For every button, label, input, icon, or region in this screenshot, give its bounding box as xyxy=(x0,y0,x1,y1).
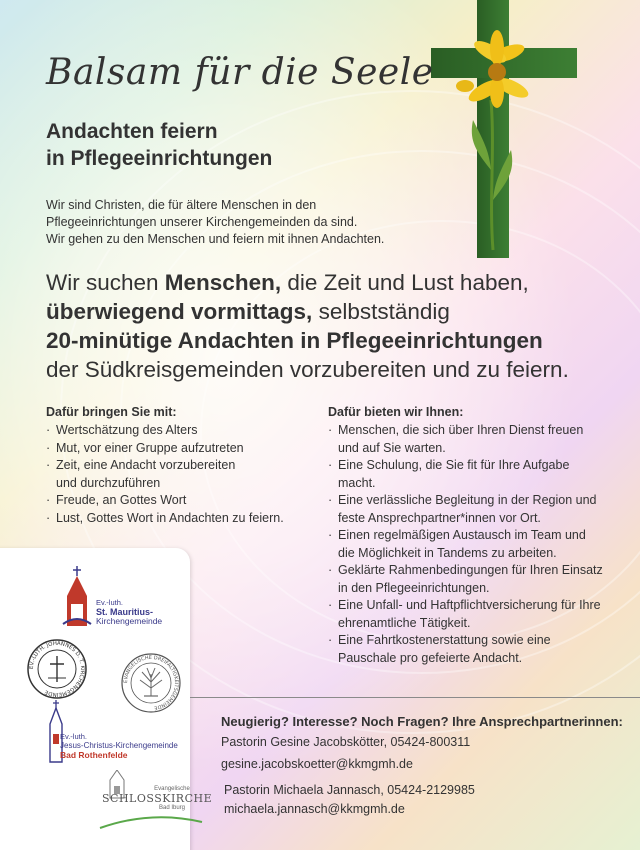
list-item: · Lust, Gottes Wort in Andachten zu feiern. xyxy=(46,510,316,528)
headline-line-1: Wir suchen Menschen, die Zeit und Lust haben, xyxy=(46,270,529,295)
mauritius-church-icon xyxy=(60,566,94,630)
subtitle-line: Andachten feiern xyxy=(46,120,218,143)
contact-person-1: Pastorin Gesine Jacobskötter, 05424-800311 xyxy=(221,735,471,749)
page-title: Balsam für die Seele xyxy=(46,52,434,93)
intro-line: Wir sind Christen, die für ältere Menschen in den xyxy=(46,198,317,212)
headline xyxy=(46,268,606,384)
intro-line: Wir gehen zu den Menschen und feiern mit ihnen Andachten. xyxy=(46,232,385,246)
list-item: · Mut, vor einer Gruppe aufzutreten xyxy=(46,440,316,458)
list-item: · Eine verlässliche Begleitung in der Region und feste Ansprechpartner*innen vor Ort. xyxy=(328,492,608,527)
mauritius-logo-text: Ev.-luth. St. Mauritius- Kirchengemeinde xyxy=(96,598,163,626)
divider-line xyxy=(190,697,640,698)
list-item: · Eine Unfall- und Haftpflichtversicherung für Ihre ehrenamtliche Tätigkeit. xyxy=(328,597,608,632)
list-item: · Menschen, die sich über Ihren Dienst freuen und auf Sie warten. xyxy=(328,422,608,457)
johannes-seal-text: EV.-LUTH. JOHANNES D. T. KIRCHENGEMEINDE xyxy=(28,640,86,698)
requirements-column xyxy=(46,405,316,527)
subtitle xyxy=(46,118,346,172)
offers-column xyxy=(328,405,608,667)
jesus-christus-logo-text: Ev.-luth. Jesus-Christus-Kirchengemeinde Bad Rothenfelde xyxy=(60,732,178,760)
contact-heading: Neugierig? Interesse? Noch Fragen? Ihre Ansprechpartnerinnen: xyxy=(221,714,623,729)
list-item: · Geklärte Rahmenbedingungen für Ihren Einsatz in den Pflegeeinrichtungen. xyxy=(328,562,608,597)
headline-line-2: überwiegend vormittags, selbstständig xyxy=(46,299,450,324)
list-item: · Eine Fahrtkostenerstattung sowie eine Pauschale pro gefeierte Andacht. xyxy=(328,632,608,667)
intro-line: Pflegeeinrichtungen unserer Kirchengemeinden da sind. xyxy=(46,215,358,229)
dreifaltigkeit-seal-text: EVANGELISCHE DREIFALTIGKEITSGEMEINDE xyxy=(122,654,180,711)
offers-heading: Dafür bieten wir Ihnen: xyxy=(328,405,464,419)
list-item: · Wertschätzung des Alters xyxy=(46,422,316,440)
schlosskirche-swoosh-icon xyxy=(96,812,206,832)
requirements-list xyxy=(46,422,316,527)
headline-emphasis: Menschen, xyxy=(164,270,282,295)
intro-paragraph xyxy=(46,197,406,248)
offers-list xyxy=(328,422,608,667)
list-item: · Einen regelmäßigen Austausch im Team und die Möglichkeit in Tandems zu arbeiten. xyxy=(328,527,608,562)
list-item: · Zeit, eine Andacht vorzubereiten und durchzuführen xyxy=(46,457,316,492)
headline-line-3: 20-minütige Andachten in Pflegeeinrichtungen xyxy=(46,328,543,353)
headline-emphasis: überwiegend vormittags, xyxy=(46,299,313,324)
johannes-seal-logo xyxy=(26,638,88,700)
requirements-heading: Dafür bringen Sie mit: xyxy=(46,405,177,419)
contact-section xyxy=(221,714,631,819)
contact-email-1[interactable]: gesine.jacobskoetter@kkmgmh.de xyxy=(221,757,413,771)
cross-with-flower-image xyxy=(425,0,585,260)
dreifaltigkeit-seal-logo xyxy=(120,652,182,714)
list-item: · Eine Schulung, die Sie fit für Ihre Aufgabe macht. xyxy=(328,457,608,492)
list-item: · Freude, an Gottes Wort xyxy=(46,492,316,510)
contact-email-2[interactable]: michaela.jannasch@kkmgmh.de xyxy=(224,802,405,816)
subtitle-line: in Pflegeeinrichtungen xyxy=(46,147,273,170)
schlosskirche-logo-text: Evangelische SCHLOSSKIRCHE Bad Iburg xyxy=(102,786,213,811)
headline-line-4: der Südkreisgemeinden vorzubereiten und zu feiern. xyxy=(46,357,569,382)
contact-person-2: Pastorin Michaela Jannasch, 05424-2129985 xyxy=(224,783,475,797)
